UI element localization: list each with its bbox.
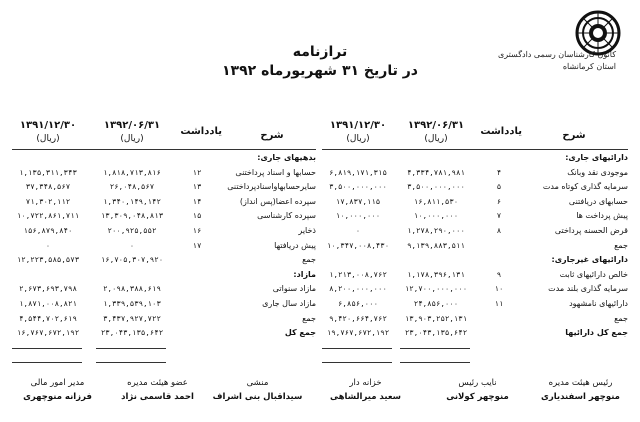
asset-row-note: ۹	[496, 269, 502, 279]
asset-row-value-current: ۱,۱۷۸,۳۹۶,۱۳۱	[407, 269, 465, 279]
asset-row-value-previous: ۱۹,۷۶۷,۶۷۲,۱۹۲	[326, 328, 390, 338]
left-double-rule-1	[96, 362, 166, 363]
signature-block	[110, 378, 205, 402]
asset-row-value-previous: ۳,۵۰۰,۰۰۰,۰۰۰	[329, 182, 387, 192]
liability-row-value-previous: ۱۵۶,۸۷۹,۸۴۰	[23, 226, 73, 235]
asset-row-value-current: ۲۴,۸۵۶,۰۰۰	[413, 299, 459, 308]
document-title: ترازنامه	[292, 44, 348, 60]
liability-row-label: سپرده اعضا(پس انداز)	[239, 196, 316, 206]
right-header-unit2: (ریال)	[346, 134, 370, 144]
asset-row-value-previous: ۹,۴۲۰,۶۶۴,۷۶۲	[329, 313, 387, 323]
asset-row-value-current: ۹,۱۳۹,۸۸۳,۵۱۱	[407, 240, 465, 250]
asset-row-value-current: ۱۶,۸۱۱,۵۳۰	[413, 196, 459, 206]
signature-name: منوچهر اسفندیاری	[541, 392, 620, 402]
liability-row-value-current: ۱,۸۱۸,۷۱۳,۸۱۶	[103, 167, 161, 177]
liability-row-value-previous: ۳۷,۳۴۸,۵۶۷	[25, 182, 71, 192]
liability-row-value-previous: ۰	[45, 240, 51, 250]
signature-block	[533, 378, 628, 402]
asset-row-label: جمع	[614, 313, 628, 323]
right-header-date1: ۱۳۹۲/۰۶/۳۱	[407, 120, 465, 131]
asset-row-label: جمع	[614, 240, 628, 250]
signature-name: احمد قاسمی نژاد	[121, 392, 194, 402]
liability-row-value-previous: ۱۶,۷۶۷,۶۷۲,۱۹۲	[16, 328, 80, 338]
liability-row-value-current: ۱,۳۳۹,۵۳۹,۱۰۳	[103, 299, 161, 308]
asset-row-note: ۷	[496, 211, 502, 221]
liability-row-label: جمع	[302, 313, 316, 323]
asset-row-value-current: ۱۳,۹۰۳,۲۵۲,۱۳۱	[404, 313, 468, 323]
asset-row-label: دارائیهای نامشهود	[569, 299, 628, 308]
liability-row-note: ۱۲	[192, 167, 202, 177]
asset-row-value-previous: ۶,۸۱۹,۱۷۱,۳۱۵	[329, 167, 387, 177]
asset-row-label: دارائیهای غیرجاری:	[551, 255, 628, 265]
asset-row-note: ۸	[496, 226, 502, 235]
asset-row-value-previous: ۱۷,۸۳۷,۱۱۵	[335, 196, 381, 206]
liability-row-note: ۱۷	[192, 240, 202, 250]
left-header-note: یادداشت	[180, 126, 222, 137]
asset-row-label: سرمایه گذاری کوتاه مدت	[542, 182, 628, 192]
liability-row-note: ۱۶	[192, 226, 202, 235]
liability-row-value-current: ۱۶,۷۰۵,۳۰۷,۹۲۰	[100, 255, 164, 265]
left-total-rule-2	[12, 348, 82, 349]
signature-role: رئیس هیئت مدیره	[548, 378, 613, 388]
asset-row-value-current: ۳,۵۰۰,۰۰۰,۰۰۰	[407, 182, 465, 192]
asset-row-value-current: ۴,۳۳۴,۷۸۱,۹۸۱	[407, 167, 465, 177]
left-header-unit1: (ریال)	[120, 134, 144, 144]
liability-row-label: مازاد سال جاری	[262, 299, 316, 308]
asset-row-value-current: ۲۳,۰۴۳,۱۳۵,۶۴۲	[404, 328, 468, 338]
liability-row-label: حسابها و اسناد پرداختنی	[235, 167, 316, 177]
right-header-rule	[322, 149, 628, 150]
left-header-rule	[12, 149, 316, 150]
signature-name: سعید میرالشاهی	[330, 392, 401, 402]
liability-row-value-current: ۳,۴۳۷,۹۲۷,۷۲۲	[103, 313, 161, 323]
asset-row-label: حسابهای دریافتنی	[568, 196, 628, 206]
asset-row-label: موجودی نقد وبانک	[567, 167, 628, 177]
signature-role: خزانه دار	[349, 378, 382, 388]
asset-row-note: ۵	[496, 182, 502, 192]
asset-row-value-current: ۱۲,۷۰۰,۰۰۰,۰۰۰	[404, 284, 468, 294]
right-double-rule-1	[400, 362, 470, 363]
liability-row-label: سایرحسابهاواسنادپرداختنی	[227, 182, 316, 192]
liability-row-value-previous: ۷۱,۳۰۲,۱۱۲	[25, 196, 71, 206]
signature-name: سیداقبال بنی اشراف	[212, 392, 303, 402]
liability-row-value-current: ۰	[129, 240, 135, 250]
signature-block	[430, 378, 525, 402]
liability-row-value-current: ۱,۳۴۰,۱۴۹,۱۴۲	[103, 196, 161, 206]
document-subtitle: در تاریخ ۳۱ شهریورماه ۱۳۹۲	[222, 63, 418, 79]
liability-row-label: مازاد سنواتی	[272, 284, 316, 294]
liability-row-value-current: ۲۳,۰۴۳,۱۳۵,۶۴۲	[100, 328, 164, 338]
signature-role: نایب رئیس	[458, 378, 497, 388]
right-header-description: شرح	[562, 130, 586, 141]
liability-row-label: سپرده کارشناسی	[257, 211, 316, 221]
right-header-unit1: (ریال)	[424, 134, 448, 144]
asset-row-note: ۶	[496, 196, 502, 206]
liability-row-value-previous: ۱۰,۷۲۲,۸۶۱,۷۱۱	[16, 211, 80, 221]
liability-row-value-current: ۲۰۰,۹۲۵,۵۵۲	[107, 226, 157, 235]
liability-row-note: ۱۵	[192, 211, 202, 221]
left-double-rule-2	[12, 362, 82, 363]
liability-row-label: ذخایر	[298, 226, 316, 235]
asset-row-value-previous: ۱۰,۳۴۷,۰۰۸,۴۳۰	[326, 240, 390, 250]
right-header-note: یادداشت	[480, 126, 522, 137]
asset-row-note: ۴	[496, 167, 502, 177]
signature-role: منشی	[246, 378, 269, 388]
asset-row-value-previous: ۶,۸۵۶,۰۰۰	[337, 299, 379, 308]
liability-row-value-current: ۱۳,۳۰۹,۰۴۸,۸۱۳	[100, 211, 164, 221]
signature-name: منوچهر کولانی	[446, 392, 509, 402]
signature-block	[10, 378, 105, 402]
liability-row-note: ۱۳	[192, 182, 202, 192]
liability-row-value-previous: ۲,۶۷۳,۶۹۳,۷۹۸	[19, 284, 77, 294]
left-header-description: شرح	[260, 130, 284, 141]
asset-row-label: خالص دارائیهای ثابت	[559, 269, 628, 279]
asset-row-label: جمع کل دارائیها	[565, 328, 628, 338]
asset-row-note: ۱۱	[494, 299, 504, 308]
liability-row-label: بدهیهای جاری:	[257, 153, 316, 162]
liability-row-value-previous: ۱۲,۲۲۳,۵۸۵,۵۷۳	[16, 255, 80, 265]
right-header-date2: ۱۳۹۱/۱۲/۳۰	[329, 120, 387, 131]
asset-row-label: پیش پرداخت ها	[576, 211, 628, 221]
signature-block	[210, 378, 305, 402]
asset-row-value-previous: ۱,۲۱۳,۰۰۸,۷۶۲	[329, 269, 387, 279]
right-total-rule-2	[322, 348, 392, 349]
left-header-date2: ۱۳۹۱/۱۲/۳۰	[19, 120, 77, 131]
asset-row-value-current: ۱۰,۰۰۰,۰۰۰	[413, 211, 459, 221]
org-name: کانون کارشناسان رسمی دادگستری	[497, 50, 616, 59]
liability-row-value-current: ۲,۰۹۸,۳۸۸,۶۱۹	[103, 284, 161, 294]
org-province: استان کرمانشاه	[562, 62, 616, 71]
right-double-rule-2	[322, 362, 392, 363]
asset-row-value-previous: ۱۰,۰۰۰,۰۰۰	[335, 211, 381, 221]
asset-row-label: دارائیهای جاری:	[565, 153, 628, 162]
asset-row-label: قرض الحسنه پرداختی	[554, 226, 628, 235]
signature-role: عضو هیئت مدیره	[127, 378, 188, 388]
signature-role: مدیر امور مالی	[30, 378, 85, 388]
asset-row-label: سرمایه گذاری بلند مدت	[548, 284, 628, 294]
signature-block	[318, 378, 413, 402]
left-header-unit2: (ریال)	[36, 134, 60, 144]
liability-row-value-current: ۲۶,۰۴۸,۵۶۷	[109, 182, 155, 192]
right-total-rule-1	[400, 348, 470, 349]
left-header-date1: ۱۳۹۲/۰۶/۳۱	[103, 120, 161, 131]
signature-name: فرزانه منوچهری	[23, 392, 92, 402]
asset-row-value-current: ۱,۲۷۸,۲۹۰,۰۰۰	[407, 226, 465, 235]
left-total-rule-1	[96, 348, 166, 349]
liability-row-value-previous: ۱,۱۳۵,۳۱۱,۳۴۳	[19, 167, 77, 177]
liability-row-value-previous: ۴,۵۴۴,۷۰۲,۶۱۹	[19, 313, 77, 323]
liability-row-value-previous: ۱,۸۷۱,۰۰۸,۸۲۱	[19, 299, 77, 308]
liability-row-label: جمع کل	[284, 328, 316, 338]
asset-row-value-previous: ۸,۲۰۰,۰۰۰,۰۰۰	[329, 284, 387, 294]
asset-row-value-previous: ۰	[355, 226, 361, 235]
liability-row-label: مازاد:	[293, 269, 316, 279]
asset-row-note: ۱۰	[494, 284, 504, 294]
liability-row-label: جمع	[302, 255, 316, 265]
liability-row-note: ۱۴	[192, 196, 202, 206]
liability-row-label: پیش دریافتها	[274, 240, 316, 250]
